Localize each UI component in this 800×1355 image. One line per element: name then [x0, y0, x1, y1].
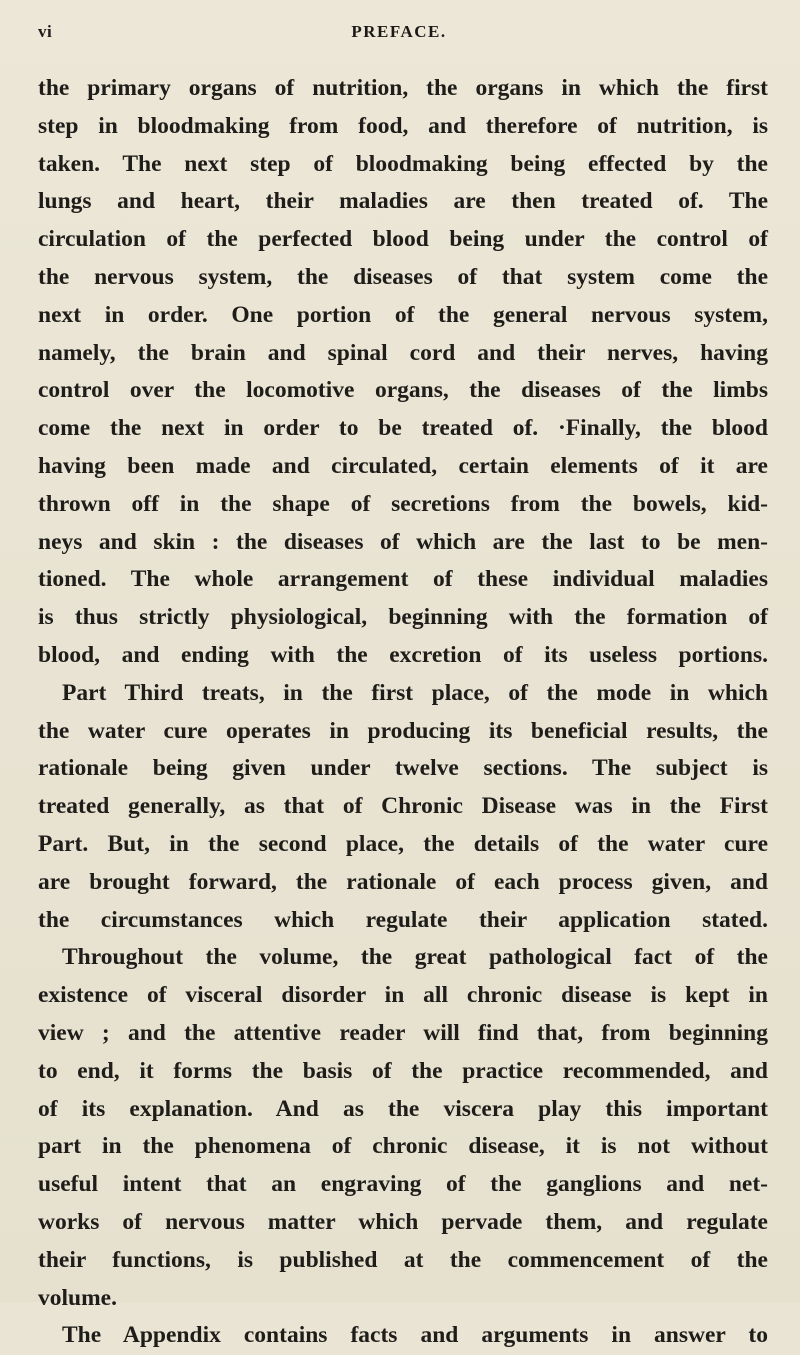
- text-line: volume.: [38, 1284, 117, 1311]
- text-line: view ; and the attentive reader will find that, from beginning: [38, 1019, 768, 1046]
- text-line: of its explanation. And as the viscera play this important: [38, 1095, 768, 1122]
- text-line: blood, and ending with the excretion of its useless portions.: [38, 641, 768, 668]
- running-head: PREFACE.: [351, 22, 447, 41]
- text-line: the nervous system, the diseases of that system come the: [38, 263, 768, 290]
- body-text: [38, 70, 768, 1355]
- text-line: are brought forward, the rationale of each process given, and: [38, 868, 768, 895]
- text-line: is thus strictly physiological, beginning with the formation of: [38, 604, 768, 631]
- text-line: existence of visceral disorder in all chronic disease is kept in: [38, 982, 768, 1009]
- text-line: the water cure operates in producing its beneficial results, the: [38, 717, 768, 744]
- paragraph: [38, 675, 768, 940]
- text-line: step in bloodmaking from food, and therefore of nutrition, is: [38, 112, 768, 139]
- page-header: [38, 22, 760, 52]
- text-line: to end, it forms the basis of the practice recommended, and: [38, 1057, 768, 1084]
- paragraph: [38, 70, 768, 675]
- text-line: the circumstances which regulate their application stated.: [38, 906, 768, 933]
- text-line: part in the phenomena of chronic disease, it is not without: [38, 1133, 768, 1160]
- paragraph: [38, 939, 768, 1317]
- paragraph: [38, 1317, 768, 1355]
- text-line: The Appendix contains facts and arguments in answer to: [62, 1322, 768, 1349]
- text-line: having been made and circulated, certain elements of it are: [38, 452, 768, 479]
- text-line: come the next in order to be treated of. ·Finally, the blood: [38, 415, 768, 442]
- text-line: control over the locomotive organs, the diseases of the limbs: [38, 377, 768, 404]
- text-line: circulation of the perfected blood being under the control of: [38, 226, 768, 253]
- text-line: tioned. The whole arrangement of these individual maladies: [38, 566, 768, 593]
- text-line: Throughout the volume, the great pathological fact of the: [62, 944, 768, 971]
- page-number: vi: [38, 22, 53, 41]
- text-line: works of nervous matter which pervade them, and regulate: [38, 1208, 768, 1235]
- text-line: useful intent that an engraving of the ganglions and net-: [38, 1171, 768, 1198]
- text-line: rationale being given under twelve sections. The subject is: [38, 755, 768, 782]
- text-line: taken. The next step of bloodmaking being effected by the: [38, 150, 768, 177]
- text-line: namely, the brain and spinal cord and their nerves, having: [38, 339, 768, 366]
- text-line: treated generally, as that of Chronic Disease was in the First: [38, 793, 768, 820]
- text-line: the primary organs of nutrition, the organs in which the first: [38, 75, 768, 101]
- text-line: their functions, is published at the commencement of the: [38, 1246, 768, 1273]
- text-line: neys and skin : the diseases of which are the last to be men-: [38, 528, 768, 555]
- text-line: thrown off in the shape of secretions from the bowels, kid-: [38, 490, 768, 517]
- text-line: Part. But, in the second place, the details of the water cure: [38, 830, 768, 857]
- text-line: lungs and heart, their maladies are then treated of. The: [38, 188, 768, 215]
- text-line: next in order. One portion of the general nervous system,: [38, 301, 768, 328]
- text-line: Part Third treats, in the first place, of the mode in which: [62, 679, 768, 706]
